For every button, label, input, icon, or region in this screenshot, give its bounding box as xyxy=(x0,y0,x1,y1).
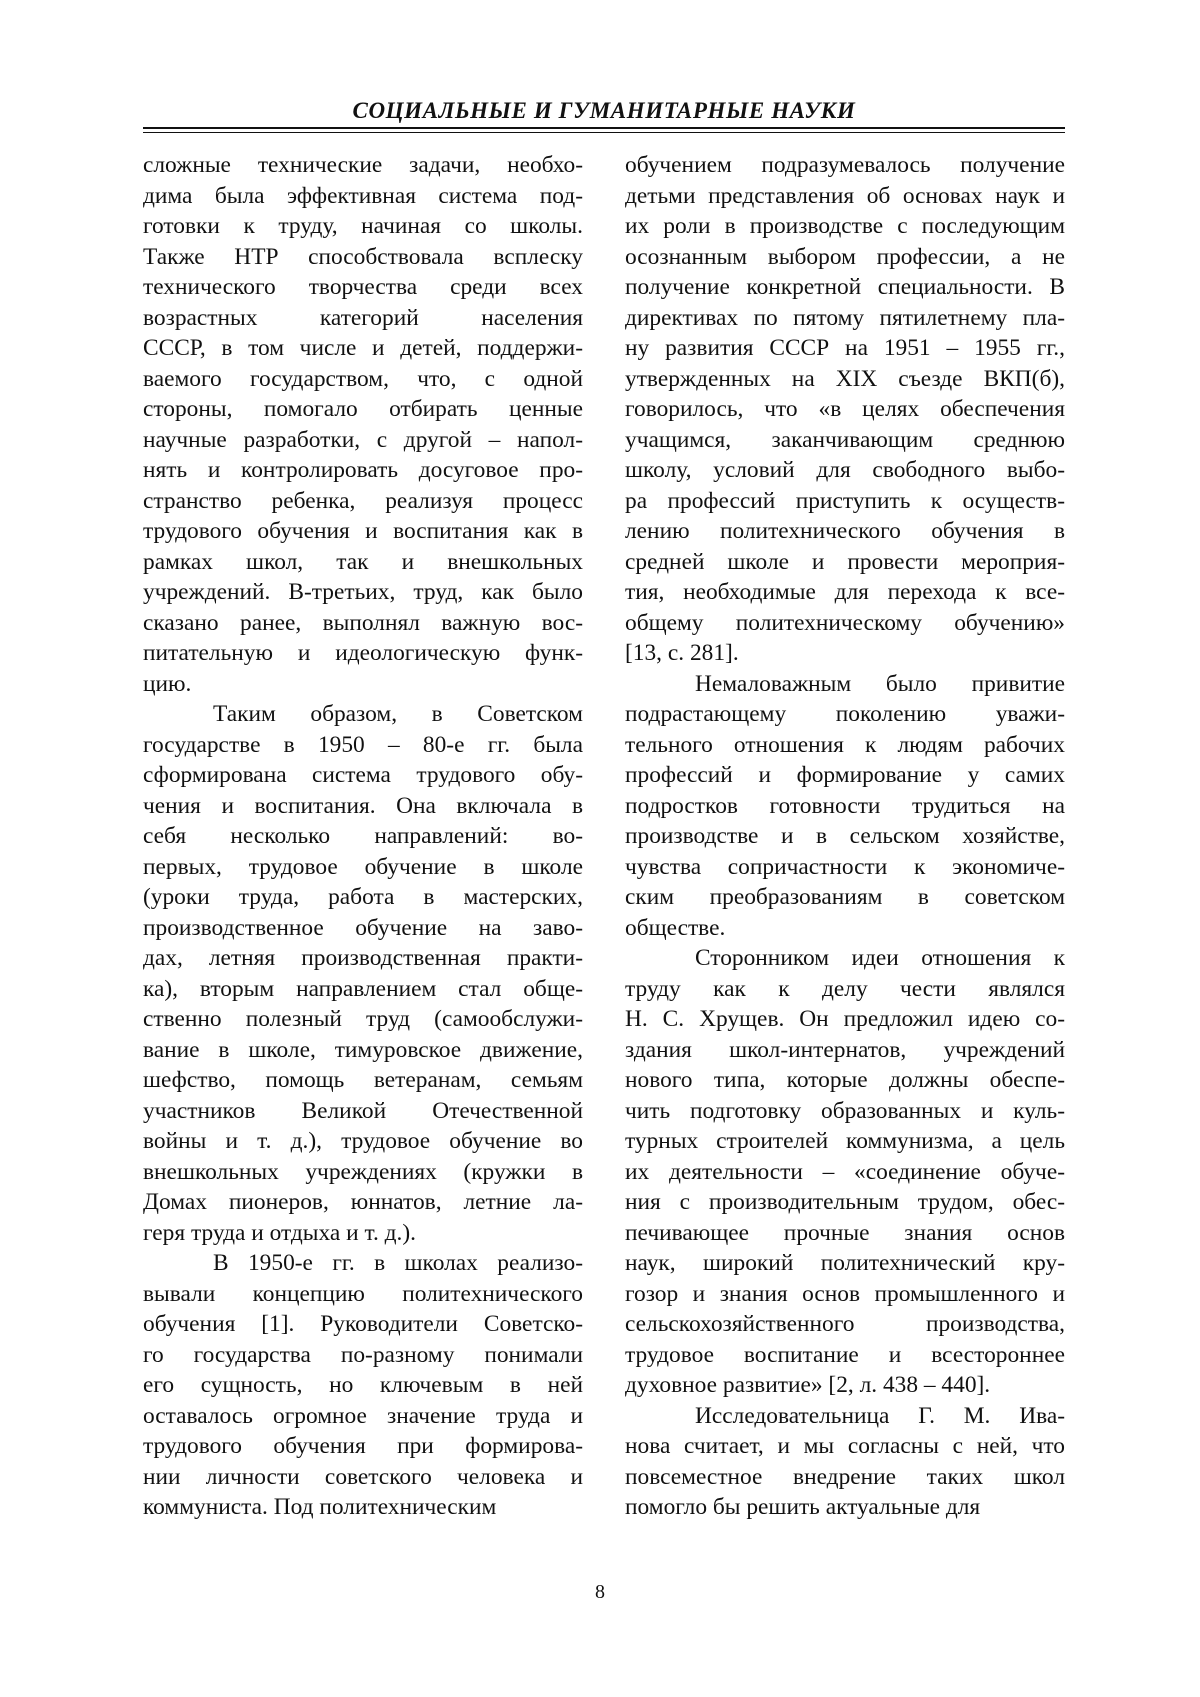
text-line: нового типа, которые должны обеспе- xyxy=(625,1067,1065,1093)
text-line: нии личности советского человека и xyxy=(143,1463,583,1490)
text-line: Исследовательница Г. М. Ива- xyxy=(695,1402,1065,1429)
text-line: нова считает, и мы согласны с ней, что xyxy=(625,1433,1065,1459)
text-line: нять и контролировать досуговое про- xyxy=(143,457,583,483)
text-line: лению политехнического обучения в xyxy=(625,518,1065,544)
text-line: ским преобразованиям в советском xyxy=(625,884,1065,910)
text-line: производстве и в сельском хозяйстве, xyxy=(625,823,1065,849)
text-line: [13, с. 281]. xyxy=(625,640,739,666)
text-line: подрастающему поколению уважи- xyxy=(625,701,1065,727)
text-line: его сущность, но ключевым в ней xyxy=(143,1372,583,1398)
page-number: 8 xyxy=(595,1581,605,1603)
text-line: утвержденных на XIX съезде ВКП(б), xyxy=(625,365,1065,392)
text-line: тельного отношения к людям рабочих xyxy=(625,731,1065,758)
text-line: В 1950-е гг. в школах реализо- xyxy=(213,1250,583,1276)
text-line: чить подготовку образованных и куль- xyxy=(625,1097,1065,1124)
text-line: сельскохозяйственного производства, xyxy=(625,1311,1065,1337)
text-line: вывали концепцию политехнического xyxy=(143,1280,583,1307)
text-line: трудовое воспитание и всестороннее xyxy=(625,1341,1065,1368)
text-line: сложные технические задачи, необхо- xyxy=(143,152,583,178)
text-line: наук, широкий политехнический кру- xyxy=(625,1250,1065,1276)
text-line: научные разработки, с другой – напол- xyxy=(143,426,583,453)
text-line: трудового обучения при формирова- xyxy=(143,1433,583,1459)
text-line: ра профессий приступить к осуществ- xyxy=(625,487,1065,514)
text-line: ния с производительным трудом, обес- xyxy=(625,1189,1065,1215)
text-line: питательную и идеологическую функ- xyxy=(143,640,583,666)
text-line: дах, летняя производственная практи- xyxy=(143,945,583,971)
section-title: СОЦИАЛЬНЫЕ И ГУМАНИТАРНЫЕ НАУКИ xyxy=(352,98,856,123)
text-line: ственно полезный труд (самообслужи- xyxy=(143,1006,583,1032)
text-line: готовки к труду, начиная со школы. xyxy=(143,213,583,239)
text-line: ну развития СССР на 1951 – 1955 гг., xyxy=(625,335,1065,361)
text-line: коммуниста. Под политехническим xyxy=(143,1494,497,1520)
text-line: турных строителей коммунизма, а цель xyxy=(625,1128,1065,1154)
text-line: стороны, помогало отбирать ценные xyxy=(143,396,583,422)
text-line: их роли в производстве с последующим xyxy=(625,213,1065,239)
running-header xyxy=(143,98,1065,138)
text-line: государстве в 1950 – 80-е гг. была xyxy=(143,731,583,758)
text-line: производственное обучение на заво- xyxy=(143,914,583,941)
text-line: говорилось, что «в целях обеспечения xyxy=(625,396,1065,422)
text-line: повсеместное внедрение таких школ xyxy=(625,1463,1065,1490)
text-line: себя несколько направлений: во- xyxy=(143,823,583,849)
text-line: обучения [1]. Руководители Советско- xyxy=(143,1311,583,1337)
text-line: оставалось огромное значение труда и xyxy=(143,1402,583,1429)
text-line: печивающее прочные знания основ xyxy=(625,1219,1065,1246)
text-line: подростков готовности трудиться на xyxy=(625,792,1065,819)
text-line: Также НТР способствовала всплеску xyxy=(143,243,583,270)
text-line: Таким образом, в Советском xyxy=(213,701,583,727)
text-line: ка), вторым направлением стал обще- xyxy=(143,975,583,1002)
header-rule-thick xyxy=(143,127,1065,129)
text-line: директивах по пятому пятилетнему пла- xyxy=(625,304,1065,331)
text-line: чувства сопричастности к экономиче- xyxy=(625,853,1065,880)
text-line: трудового обучения и воспитания как в xyxy=(143,518,583,544)
text-line: осознанным выбором профессии, а не xyxy=(625,243,1065,270)
text-line: учреждений. В-третьих, труд, как было xyxy=(143,579,583,605)
text-line: дима была эффективная система под- xyxy=(143,182,583,209)
text-line: обучением подразумевалось получение xyxy=(625,152,1065,178)
text-line: детьми представления об основах наук и xyxy=(625,182,1065,209)
header-rule-thin xyxy=(143,132,1065,133)
text-line: средней школе и провести мероприя- xyxy=(625,548,1065,575)
text-line: рамках школ, так и внешкольных xyxy=(143,548,583,575)
text-line: го государства по-разному понимали xyxy=(143,1341,583,1368)
text-line: школу, условий для свободного выбо- xyxy=(625,457,1065,483)
text-line: их деятельности – «соединение обуче- xyxy=(625,1158,1065,1185)
text-line: участников Великой Отечественной xyxy=(143,1097,583,1124)
text-line: Немаловажным было привитие xyxy=(695,670,1065,697)
text-line: получение конкретной специальности. В xyxy=(625,274,1065,300)
text-line: Домах пионеров, юннатов, летние ла- xyxy=(143,1189,583,1215)
text-line: возрастных категорий населения xyxy=(143,304,583,331)
text-line: геря труда и отдыха и т. д.). xyxy=(143,1219,417,1246)
text-line: Сторонником идеи отношения к xyxy=(695,945,1065,971)
text-line: СССР, в том числе и детей, поддержи- xyxy=(143,335,583,361)
text-column-right xyxy=(625,150,1065,1523)
text-line: шефство, помощь ветеранам, семьям xyxy=(143,1067,583,1093)
text-line: технического творчества среди всех xyxy=(143,274,583,300)
text-line: сформирована система трудового обу- xyxy=(143,762,583,788)
text-line: Н. С. Хрущев. Он предложил идею со- xyxy=(625,1006,1065,1032)
text-line: войны и т. д.), трудовое обучение во xyxy=(143,1128,583,1154)
text-line: ваемого государством, что, с одной xyxy=(143,365,583,392)
text-line: странство ребенка, реализуя процесс xyxy=(143,487,583,514)
text-line: тия, необходимые для перехода к все- xyxy=(625,579,1065,605)
text-line: духовное развитие» [2, л. 438 – 440]. xyxy=(625,1372,991,1398)
text-line: внешкольных учреждениях (кружки в xyxy=(143,1158,583,1185)
text-line: чения и воспитания. Она включала в xyxy=(143,792,583,819)
text-line: первых, трудовое обучение в школе xyxy=(143,853,583,880)
text-line: здания школ-интернатов, учреждений xyxy=(625,1036,1065,1063)
text-line: труду как к делу чести являлся xyxy=(625,975,1065,1002)
text-column-left xyxy=(143,150,583,1523)
text-line: помогло бы решить актуальные для xyxy=(625,1494,981,1520)
text-line: обществе. xyxy=(625,914,726,941)
text-line: вание в школе, тимуровское движение, xyxy=(143,1036,583,1063)
text-line: общему политехническому обучению» xyxy=(625,609,1065,636)
text-line: учащимся, заканчивающим среднюю xyxy=(625,426,1065,453)
text-line: профессий и формирование у самих xyxy=(625,762,1065,788)
text-line: сказано ранее, выполнял важную вос- xyxy=(143,609,583,636)
text-line: цию. xyxy=(143,670,192,697)
text-line: (уроки труда, работа в мастерских, xyxy=(143,884,583,910)
text-line: гозор и знания основ промышленного и xyxy=(625,1280,1065,1307)
